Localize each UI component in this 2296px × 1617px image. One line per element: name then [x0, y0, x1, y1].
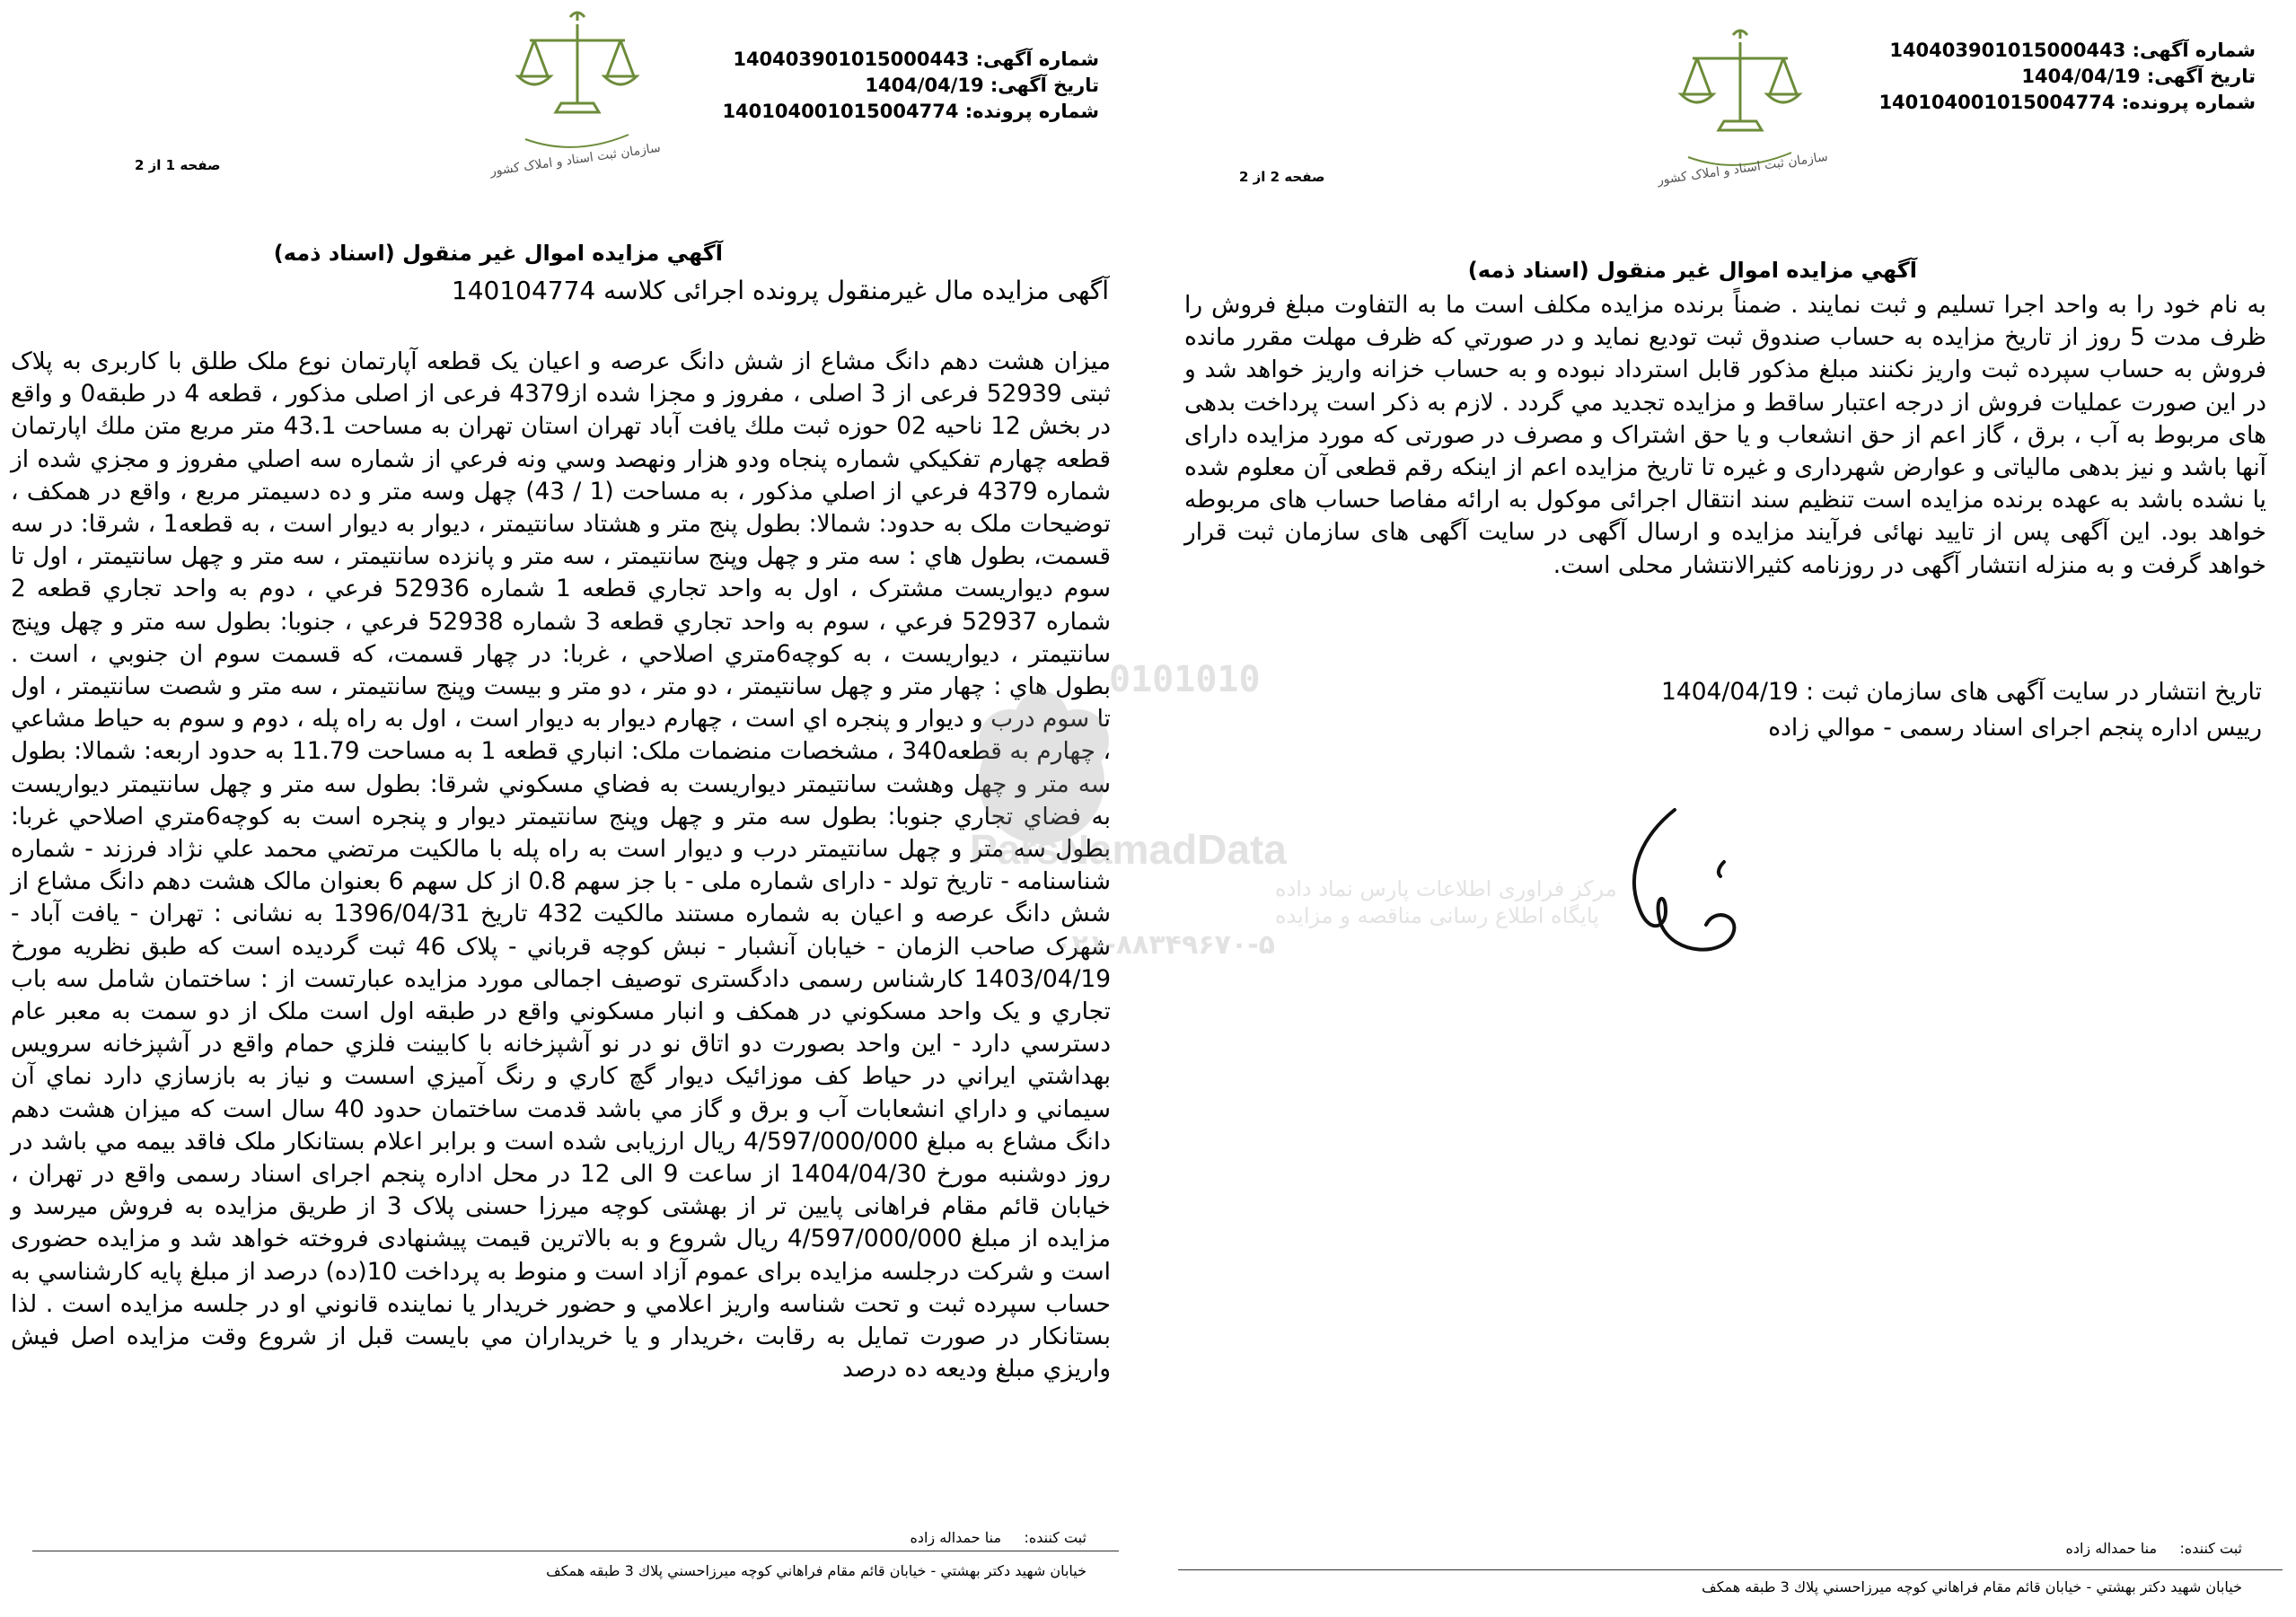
notice-meta [1878, 38, 2256, 116]
registrar-name: منا حمداله زاده [910, 1529, 1002, 1546]
watermark-phone: ۰۲۱-۸۸۳۴۹۶۷۰-۵ [1055, 929, 1275, 961]
signer-line: رييس اداره پنجم اجرای اسناد رسمی - موالي زاده [1768, 714, 2262, 742]
file-number: 140104001015004774 [722, 101, 959, 122]
notice-title: آگهي مزايده اموال غير منقول (اسناد ذمه) [273, 241, 723, 266]
watermark-line1: مرکز فراوری اطلاعات پارس نماد داده [1275, 876, 1617, 901]
notice-body: به نام خود را به واحد اجرا تسليم و ثبت نمايند . ضمناً برنده مزايده مكلف است ما به التفاوت مبلغ فروش را ظرف مدت 5 روز از تاريخ مزايده به حساب صندوق ثبت توديع نمايد و در صورتي كه ظرف مهلت مقرر مانده فروش به حساب سپرده ثبت واريز نكنند مبلغ مذكور قابل استرداد نبوده و به حساب خزانه واريز خواهد شد و در اين صورت عمليات فروش از درجه اعتبار ساقط و مزايده تجديد مي گردد . لازم به ذكر است پرداخت بدهی های مربوط به آب ، برق ، گاز اعم از حق انشعاب و يا حق اشتراک و مصرف در صورتی كه مورد مزايده دارای آنها باشد و نيز بدهی مالياتی و عوارض شهرداری و غيره تا تاريخ مزايده اعم از اينكه رقم قطعی آن معلوم شده يا نشده باشد به عهده برنده مزايده است تنظيم سند انتقال اجرائی موكول به ارائه مفاصا حساب های مربوطه خواهد بود. اين آگهی پس از تاييد نهائی فرآيند مزايده و ارسال آگهی در سايت آگهی های سازمان ثبت قرار خواهد گرفت و به منزله انتشار آگهی در روزنامه كثيرالانتشار محلی است. [1184, 291, 2266, 579]
registrar-label: ثبت كننده: [1024, 1529, 1086, 1546]
file-number-label: شماره پرونده: [964, 101, 1099, 122]
notice-date: 1404/04/19 [865, 75, 984, 96]
judiciary-emblem [1670, 22, 1809, 175]
registrar-label: ثبت كننده: [2179, 1540, 2242, 1557]
publish-date: 1404/04/19 [1660, 678, 1799, 706]
file-number-label: شماره پرونده: [2121, 92, 2256, 113]
scales-emblem-icon [1670, 22, 1809, 175]
judiciary-emblem [507, 4, 647, 157]
notice-title: آگهي مزايده اموال غير منقول (اسناد ذمه) [1467, 258, 1917, 283]
notice-number: 140403901015000443 [733, 48, 970, 70]
signature-mark [1589, 799, 1751, 970]
notice-body: ميزان هشت دهم دانگ مشاع از شش دانگ عرصه و اعيان يک قطعه آپارتمان نوع ملک طلق با كاربری به پلاک ثبتی 52939 فرعی از 3 اصلی ، مفروز و مجزا شده از4379 فرعی از اصلی مذكور ، قطعه 4 در طبقه0 و واقع در بخش 12 ناحيه 02 حوزه ثبت ملك يافت آباد تهران استان تهران به مساحت 43.1 متر مربع متن ملك اپارتمان قطعه چهارم تفكيكي شماره پنجاه ودو هزار ونهصد وسي ونه فرعي از شماره سه اصلي مفروز و مجزي شده از شماره 4379 فرعي از اصلي مذكور ، به مساحت (1 / 43) چهل وسه متر و ده دسيمتر مربع ، واقع در همكف ، توضيحات ملک به حدود: شمالا: بطول پنج متر و هشتاد سانتيمتر ، ديوار به ديوار است ، به قطعه1 ، شرقا: در سه قسمت، بطول هاي : سه متر و چهل وپنج سانتيمتر ، سه متر و پانزده سانتيمتر ، سه متر و چهل سانتيمتر ، اول تا سوم ديواريست مشترک ، اول به واحد تجاري قطعه 1 شماره 52936 فرعي ، دوم به واحد تجاري قطعه 2 شماره 52937 فرعي ، سوم به واحد تجاري قطعه 3 شماره 52938 فرعي ، جنوبا: بطول سه متر و چهل وپنج سانتيمتر ، ديواريست ، به كوچه6متري اصلاحي ، غربا: در چهار قسمت، كه قسمت سوم ان جنوبي ، است . بطول هاي : چهار متر و چهل سانتيمتر ، دو متر ، دو متر و بيست وپنج سانتيمتر ، سه متر و شصت سانتيمتر ، اول تا سوم درب و ديوار و پنجره اي است ، چهارم ديوار به ديوار است ، اول به راه پله ، دوم و سوم به حياط مشاعي ، چهارم به قطعه340 ، مشخصات منضمات ملک: انباري قطعه 1 به مساحت 11.79 به حدود اربعه: شمالا: بطول سه متر و چهل وهشت سانتيمتر ديواريست به فضاي مسكوني شرقا: بطول سه متر و چهل سانتيمتر ديواريست به فضاي تجاري جنوبا: بطول سه متر و چهل وپنج سانتيمتر ديوار و پنجره است به كوچه6متري اصلاحي غربا: بطول سه متر و چهل سانتيمتر درب و ديوار است به راه پله با مالكيت مرتضي محمد علي نژاد فرزند - شماره شناسنامه - تاريخ تولد - دارای شماره ملی - با جز سهم 0.8 از كل سهم 6 بعنوان مالک هشت دهم دانگ مشاع از شش دانگ عرصه و اعيان به شماره مستند مالكيت 432 تاريخ 1396/04/31 به نشانی : تهران - يافت آباد - شهرک صاحب الزمان - خيابان آنشبار - نبش كوچه قرباني - پلاک 46 ثبت گرديده است كه طبق نظريه مورخ 1403/04/19 كارشناس رسمی دادگستری توصيف اجمالی مورد مزايده عبارتست از : ساختمان شامل سه باب تجاري و يک واحد مسكوني در همكف و انبار مسكوني واقع در طبقه اول است ملک از دو سمت به معبر عام دسترسي دارد - اين واحد بصورت دو اتاق نو در نو آشپزخانه با كابينت فلزي حمام واقع در آشپزخانه سرويس بهداشتي ايراني در حياط كف موزائيک ديوار گچ كاري و رنگ آميزي اسست و نياز به بازسازي دارد نماي آن سيماني و داراي انشعابات آب و برق و گاز مي باشد قدمت ساختمان حدود 40 سال است كه ميزان هشت دهم دانگ مشاع به مبلغ 4/597/000/000 ريال ارزيابی شده است و برابر اعلام بستانكار ملک فاقد بيمه مي باشد در روز دوشنبه مورخ 1404/04/30 از ساعت 9 الی 12 در محل اداره پنجم اجرای اسناد رسمی واقع در تهران ، خيابان قائم مقام فراهانی پايين تر از بهشتی كوچه ميرزا حسنی پلاک 3 از طريق مزايده به فروش ميرسد و مزايده از مبلغ 4/597/000/000 ريال شروع و به بالاترين قيمت پيشنهادی فروخته خواهد شد و مزايده حضوری است و شركت درجلسه مزايده برای عموم آزاد است و منوط به پرداخت 10(ده) درصد از مبلغ پايه كارشناسي به حساب سپرده ثبت و تحت شناسه واريز اعلامي و حضور خريدار يا نماينده قانوني او در جلسه مزايده است . لذا بستانكار در صورت تمايل به رقابت ،خريدار و يا خريداران مي بايست قبل از شروع وقت مزايده اصل فيش واريزي مبلغ وديعه ده درصد [11, 347, 1112, 1384]
emblem-caption: سازمان ثبت اسناد و املاک کشور [488, 140, 662, 180]
signature [1589, 799, 1751, 970]
notice-number-label: شماره آگهی: [975, 48, 1099, 70]
notice-meta [722, 47, 1099, 125]
notice-number: 140403901015000443 [1889, 40, 2126, 61]
notice-date-label: تاریخ آگهی: [990, 75, 1099, 96]
watermark-digits: 0101010 [1109, 659, 1261, 700]
registrar-name: منا حمداله زاده [2065, 1540, 2158, 1557]
page-indicator: صفحه 2 از 2 [1239, 169, 1325, 185]
file-number: 140104001015004774 [1878, 92, 2116, 113]
watermark-line2: پایگاه اطلاع رسانی مناقصه و مزایده [1275, 903, 1599, 928]
publish-line [1661, 678, 2262, 706]
emblem-caption: سازمان ثبت اسناد و املاک کشور [1656, 149, 1829, 189]
footer-divider [1178, 1569, 2283, 1570]
publish-label: تاريخ انتشار در سايت آگهی های سازمان ثبت : [1806, 678, 2262, 706]
watermark-brand: ParsNamadData [970, 826, 1287, 873]
notice-date: 1404/04/19 [2021, 66, 2141, 87]
page-indicator: صفحه 1 از 2 [135, 157, 221, 173]
footer-address-clipped: خيابان شهيد دكتر بهشتي - خيابان قائم مقام فراهاني كوچه ميرزاحسني پلاك 3 طبقه همكف [1702, 1578, 2242, 1595]
footer-address: خيابان شهيد دكتر بهشتي - خيابان قائم مقام فراهاني كوچه ميرزاحسني پلاك 3 طبقه همكف [546, 1562, 1086, 1579]
registrar [910, 1529, 1086, 1546]
notice-number-label: شماره آگهی: [2132, 40, 2256, 61]
scales-emblem-icon [507, 4, 647, 157]
notice-page-1 [0, 0, 1140, 1617]
notice-subtitle: آگهی مزايده مال غيرمنقول پرونده اجرائی كلاسه 140104774 [451, 276, 1109, 305]
notice-date-label: تاریخ آگهی: [2146, 66, 2256, 87]
registrar [2065, 1540, 2242, 1557]
